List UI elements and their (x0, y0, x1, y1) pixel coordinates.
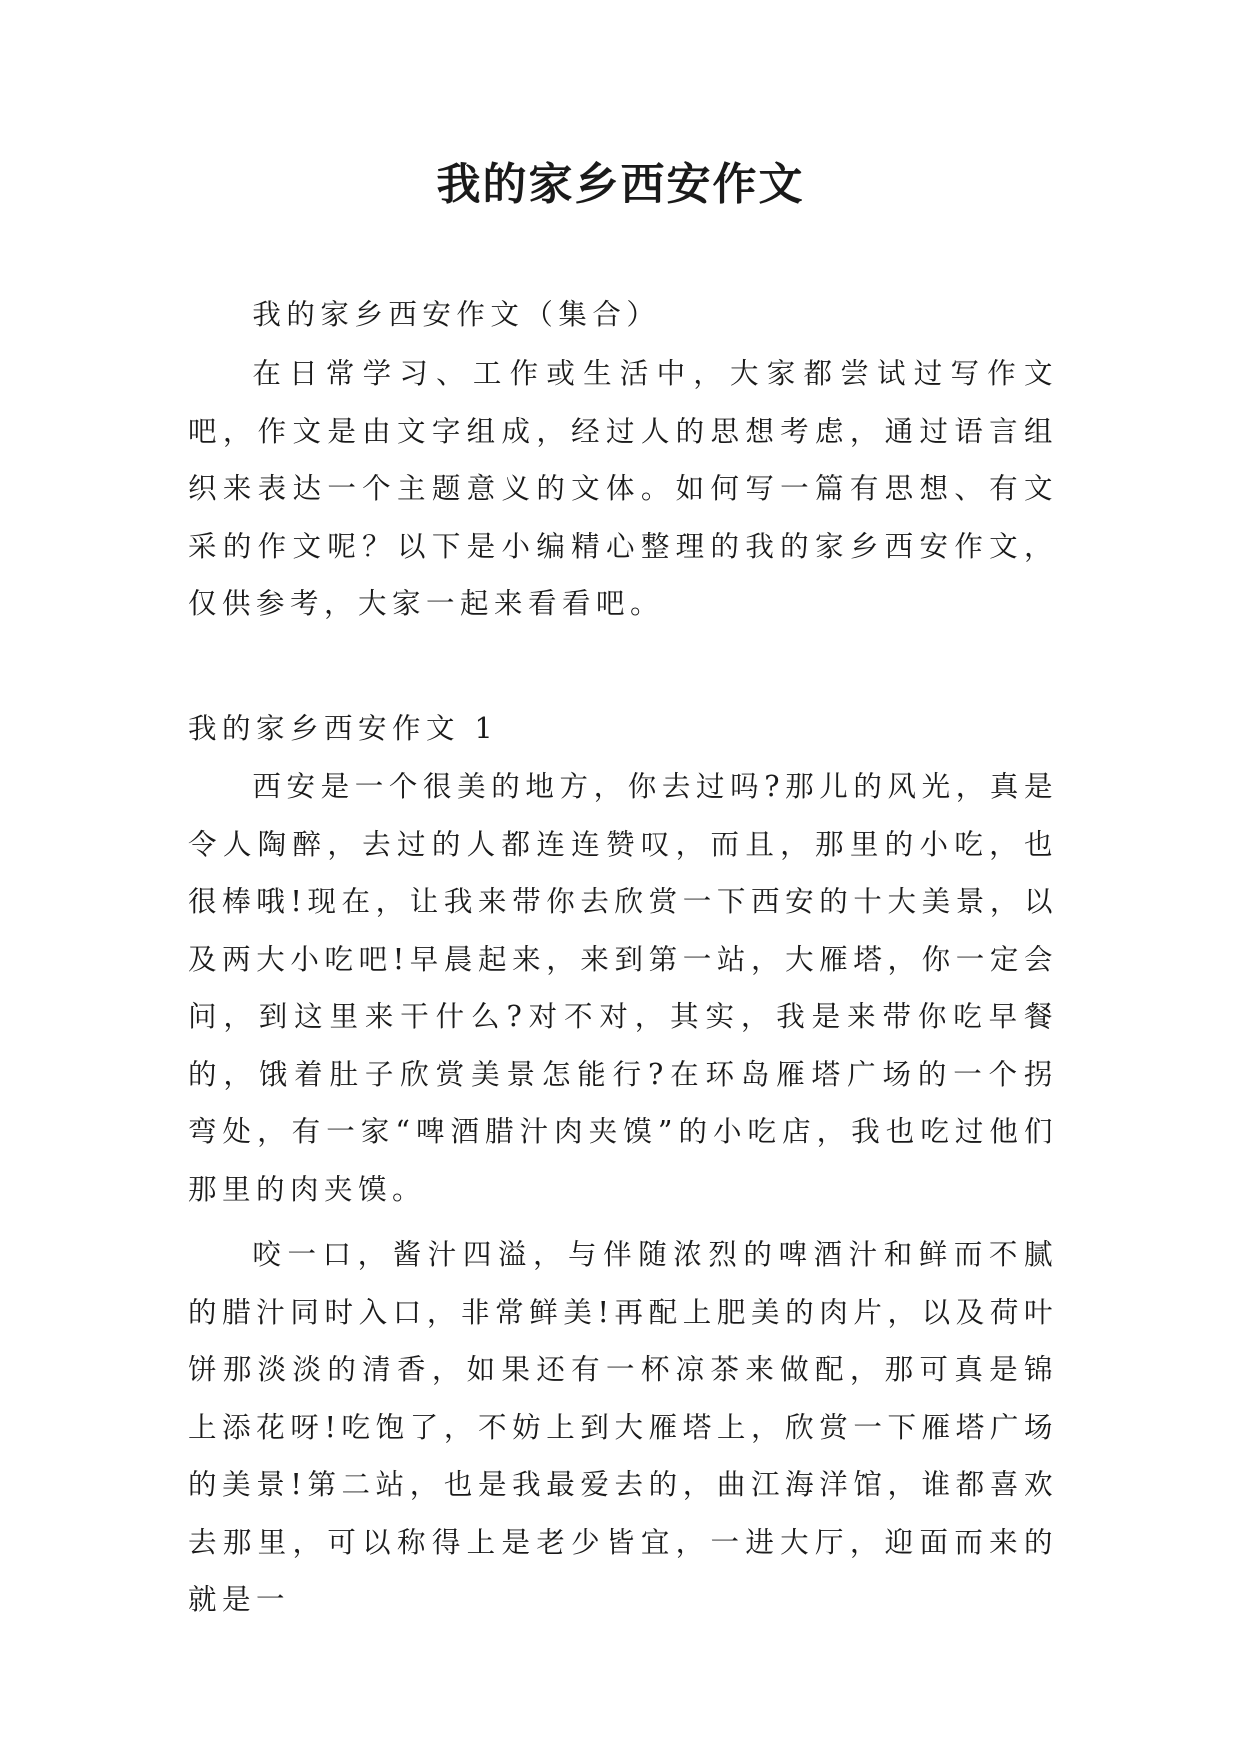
section-heading: 我的家乡西安作文 1 (188, 712, 499, 745)
intro-paragraph: 在日常学习、工作或生活中，大家都尝试过写作文吧，作文是由文字组成，经过人的思想考虑，通过语言组织来表达一个主题意义的文体。如何写一篇有思想、有文采的作文呢？以下是小编精心整理的我的家乡西安作文，仅供参考，大家一起来看看吧。 (188, 357, 1058, 620)
section-paragraph: 咬一口，酱汁四溢，与伴随浓烈的啤酒汁和鲜而不腻的腊汁同时入口，非常鲜美!再配上肥美的肉片，以及荷叶饼那淡淡的清香，如果还有一杯凉茶来做配，那可真是锦上添花呀!吃饱了，不妨上到大雁塔上，欣赏一下雁塔广场的美景!第二站，也是我最爱去的，曲江海洋馆，谁都喜欢去那里，可以称得上是老少皆宜，一进大厅，迎面而来的就是一 (188, 1238, 1058, 1616)
section-paragraph: 西安是一个很美的地方，你去过吗?那儿的风光，真是令人陶醉，去过的人都连连赞叹，而且，那里的小吃，也很棒哦!现在，让我来带你去欣赏一下西安的十大美景，以及两大小吃吧!早晨起来，来到第一站，大雁塔，你一定会问，到这里来干什么?对不对，其实，我是来带你吃早餐的，饿着肚子欣赏美景怎能行?在环岛雁塔广场的一个拐弯处，有一家“啤酒腊汁肉夹馍”的小吃店，我也吃过他们那里的肉夹馍。 (188, 770, 1058, 1206)
document-title: 我的家乡西安作文 (436, 159, 805, 210)
intro-title: 我的家乡西安作文（集合） (252, 298, 661, 331)
